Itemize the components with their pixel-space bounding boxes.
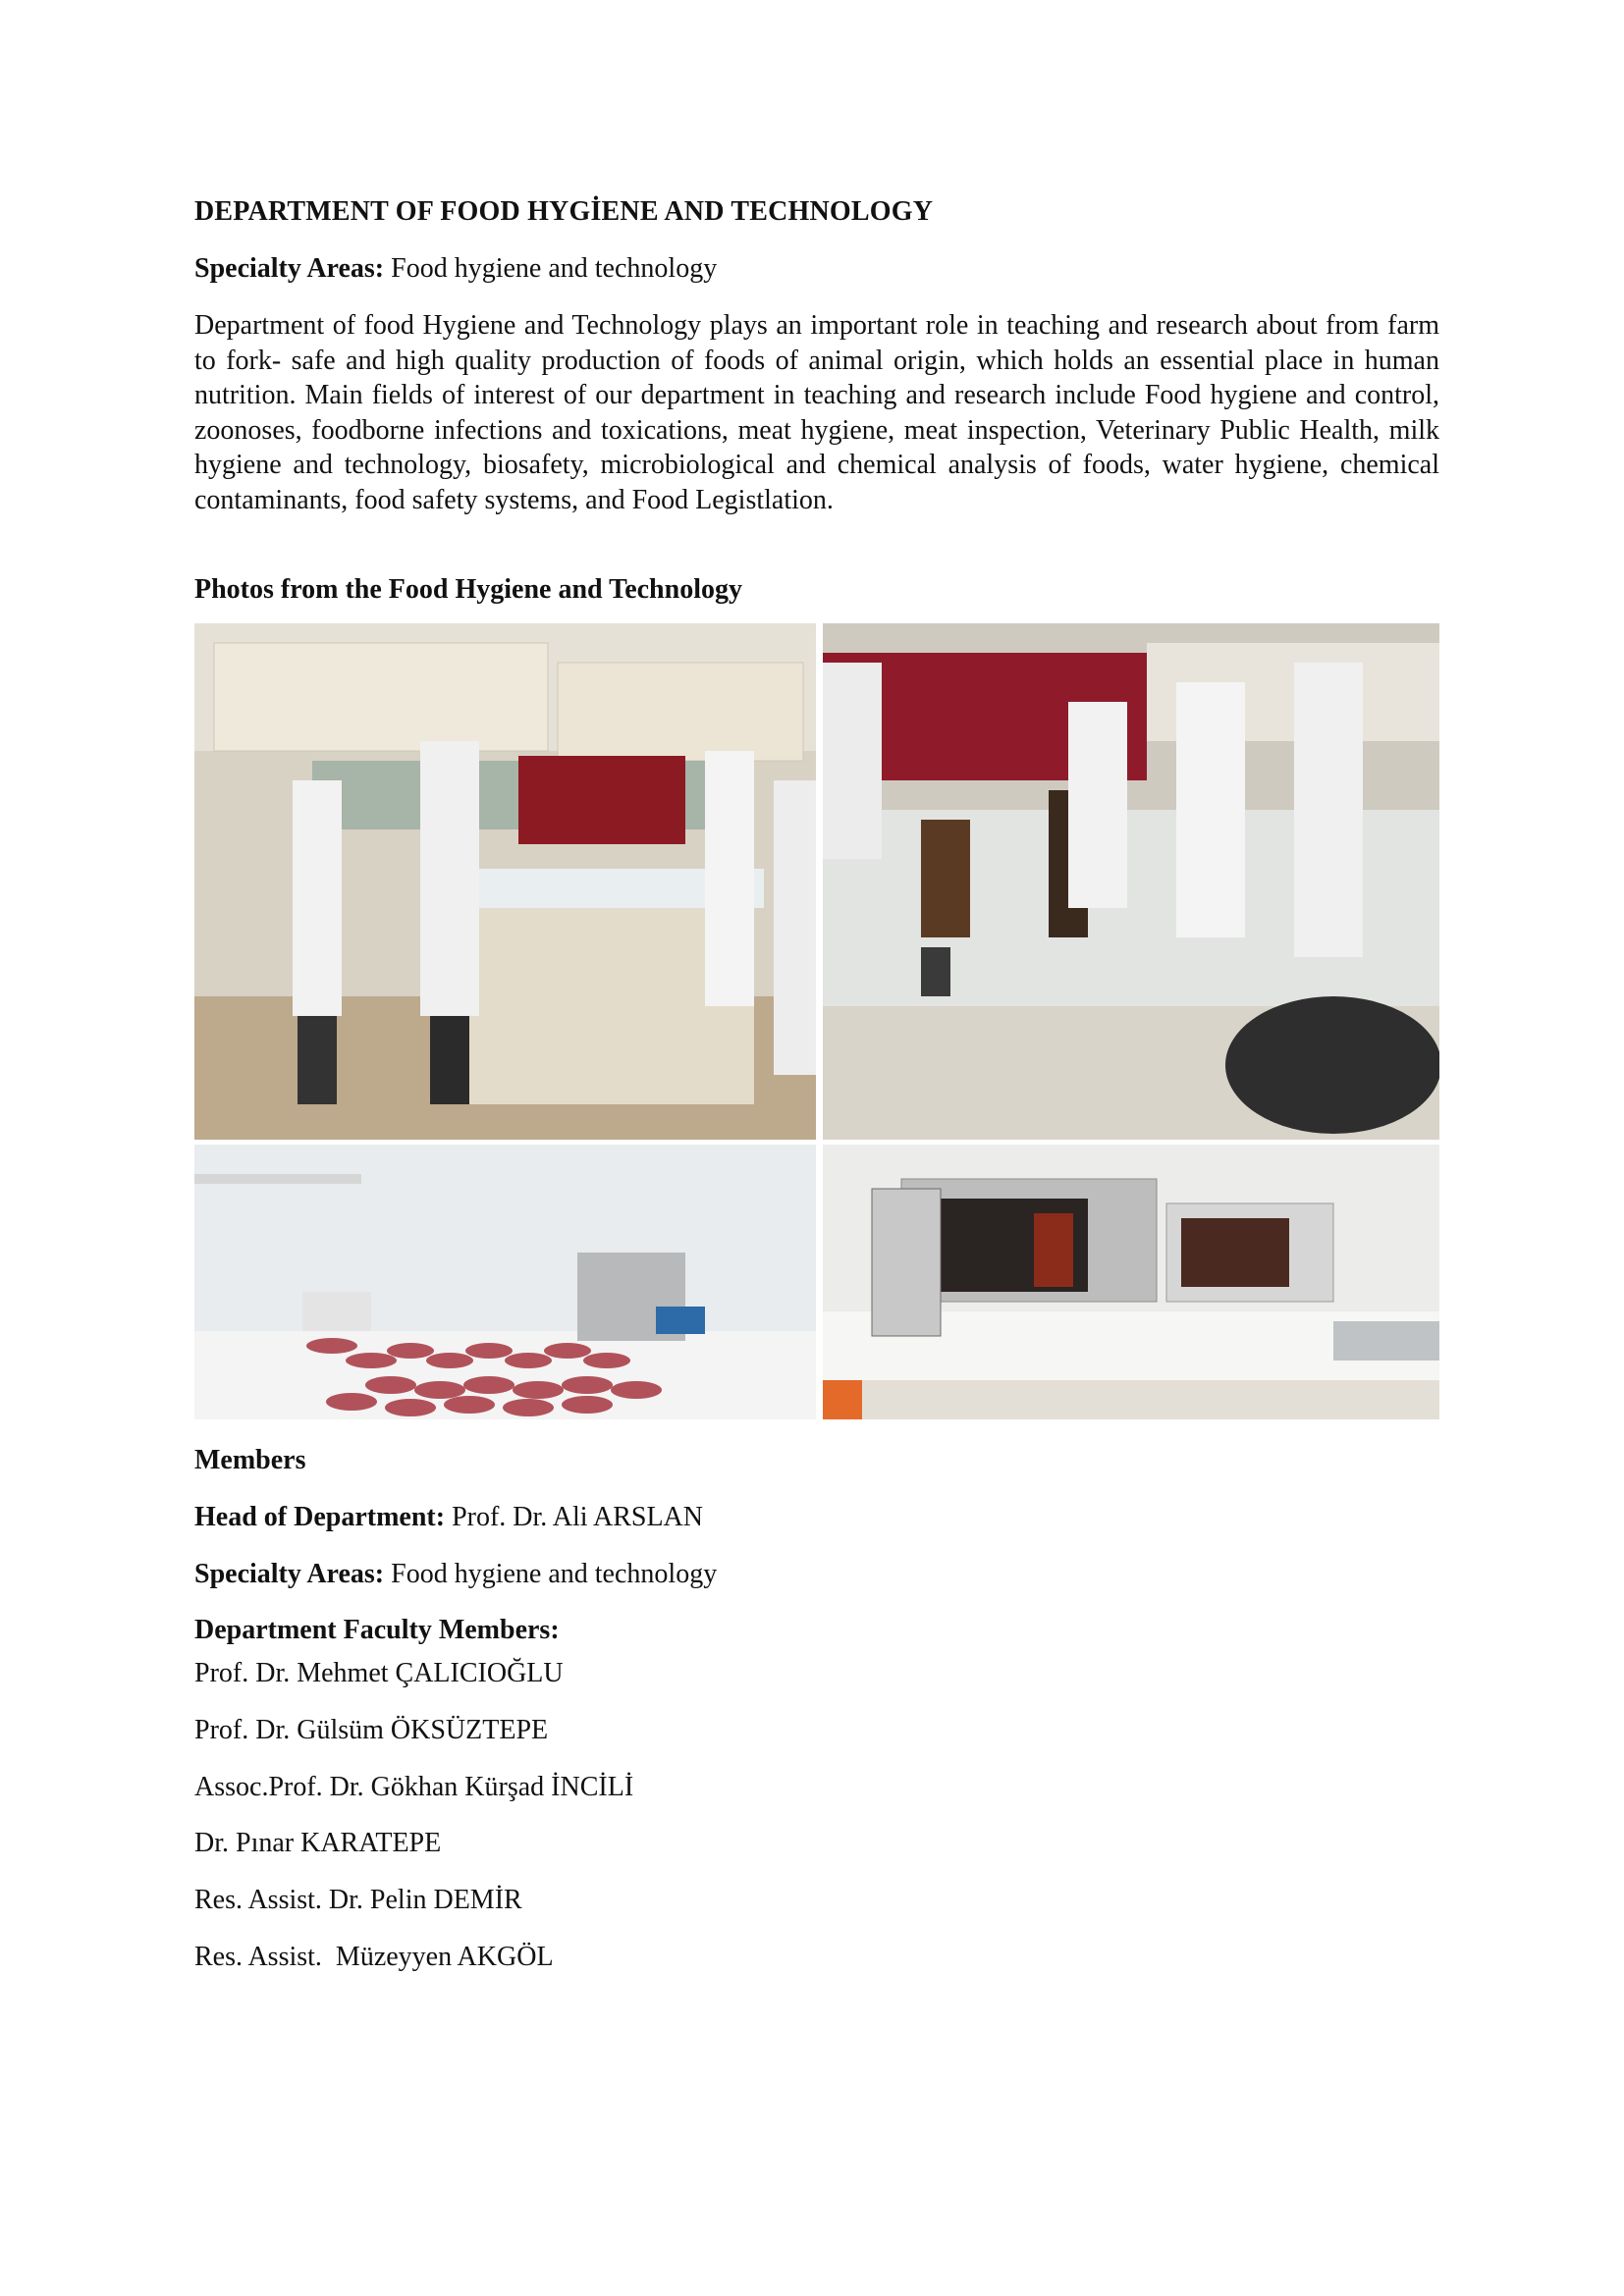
members-specialty-value: Food hygiene and technology	[391, 1559, 718, 1589]
faculty-member: Assoc.Prof. Dr. Gökhan Kürşad İNCİLİ	[194, 1772, 634, 1802]
department-description: Department of food Hygiene and Technology plays an important role in teaching and research about from farm to fork- safe and high quality production of foods of animal origin, which holds an essential place in human nutrition. Main fields of interest of our department in teaching and research include Food hygiene and control, zoonoses, foodborne infections and toxications, meat hygiene, meat inspection, Veterinary Public Health, milk hygiene and technology, biosafety, microbiological and chemical analysis of foods, water hygiene, chemical contaminants, food safety systems, and Food Legistlation.	[194, 310, 1439, 515]
specialty-line	[194, 253, 717, 285]
members-heading: Members	[194, 1445, 306, 1475]
specialty-label: Specialty Areas:	[194, 253, 385, 284]
members-specialty-line	[194, 1559, 717, 1590]
faculty-member: Res. Assist. Dr. Pelin DEMİR	[194, 1885, 522, 1915]
specialty-value: Food hygiene and technology	[391, 253, 718, 284]
lab-photo-2	[823, 623, 1439, 1140]
department-title: DEPARTMENT OF FOOD HYGİENE AND TECHNOLOGY	[194, 196, 934, 227]
lab-photo-1	[194, 623, 816, 1140]
members-specialty-label: Specialty Areas:	[194, 1559, 385, 1589]
head-label: Head of Department:	[194, 1502, 446, 1532]
faculty-member: Prof. Dr. Mehmet ÇALICIOĞLU	[194, 1658, 564, 1688]
photo-grid	[194, 623, 1439, 1418]
photos-heading: Photos from the Food Hygiene and Technology	[194, 574, 742, 605]
lab-photo-4	[823, 1145, 1439, 1419]
head-value: Prof. Dr. Ali ARSLAN	[452, 1502, 703, 1532]
faculty-member: Prof. Dr. Gülsüm ÖKSÜZTEPE	[194, 1715, 549, 1745]
faculty-heading: Department Faculty Members:	[194, 1615, 560, 1645]
head-of-department-line	[194, 1502, 703, 1533]
faculty-member: Dr. Pınar KARATEPE	[194, 1828, 442, 1858]
lab-photo-3	[194, 1145, 816, 1419]
faculty-member: Res. Assist. Müzeyyen AKGÖL	[194, 1942, 554, 1972]
